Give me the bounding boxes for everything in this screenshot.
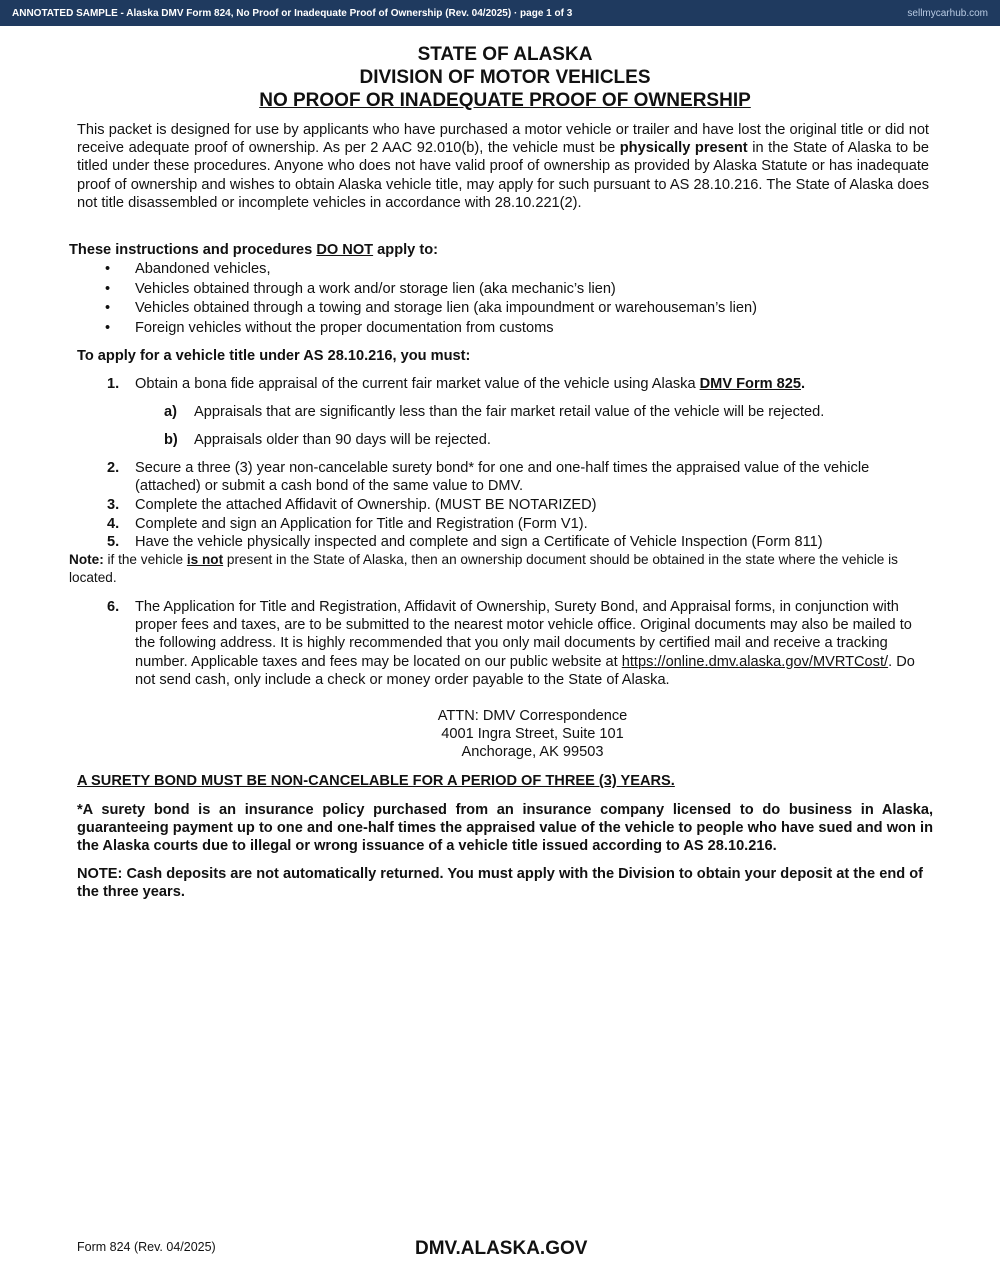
step-1 bbox=[107, 375, 927, 393]
step-4-text: Complete and sign an Application for Title and Registration (Form V1). bbox=[135, 516, 588, 532]
step-6-end: . Do not send cash, only include a check or money order payable to the State of Alaska. bbox=[135, 653, 915, 688]
step-number: 6. bbox=[107, 599, 120, 615]
step-2 bbox=[107, 459, 927, 495]
step-6 bbox=[107, 598, 927, 689]
address-street: 4001 Ingra Street, Suite 101 bbox=[441, 726, 624, 743]
sub-step-label: b) bbox=[164, 432, 178, 448]
step-number: 5. bbox=[107, 534, 120, 550]
header-division: DIVISION OF MOTOR VEHICLES bbox=[359, 67, 651, 88]
mvrt-cost-link[interactable]: https://online.dmv.alaska.gov/MVRTCost/ bbox=[621, 653, 889, 670]
intro-text-1: This packet is designed for use by applicants who have purchased a motor vehicle or trailer and have lost the original title or did not receive adequate proof of ownership. As per 2 AAC 92.010(b), the vehicle must be bbox=[77, 122, 929, 157]
step-3 bbox=[107, 496, 927, 514]
sample-banner bbox=[0, 0, 1000, 26]
intro-emphasis: physically present bbox=[619, 140, 748, 157]
not-apply-heading-em: DO NOT bbox=[316, 242, 374, 258]
list-item: • Foreign vehicles without the proper documentation from customs bbox=[69, 319, 929, 339]
list-item: • Vehicles obtained through a towing and storage lien (aka impoundment or warehouseman’s lien) bbox=[69, 299, 929, 319]
header-state: STATE OF ALASKA bbox=[417, 44, 593, 65]
step-number: 2. bbox=[107, 460, 120, 476]
surety-bond-heading: A SURETY BOND MUST BE NON-CANCELABLE FOR A PERIOD OF THREE (3) YEARS. bbox=[77, 773, 675, 789]
step-1a-text: Appraisals that are significantly less than the fair market retail value of the vehicle will be rejected. bbox=[194, 404, 825, 420]
sub-step-label: a) bbox=[164, 404, 177, 420]
list-item: • Vehicles obtained through a work and/or storage lien (aka mechanic’s lien) bbox=[69, 280, 929, 300]
step-1b bbox=[164, 431, 924, 449]
step-5-text: Have the vehicle physically inspected and complete and sign a Certificate of Vehicle Inspection (Form 811) bbox=[135, 534, 823, 550]
step-2-text: Secure a three (3) year non-cancelable surety bond* for one and one-half times the appraised value of the vehicle (attached) or submit a cash bond of the same value to DMV. bbox=[135, 460, 870, 495]
dmv-form-825-link[interactable]: DMV Form 825 bbox=[699, 376, 801, 392]
banner-title: ANNOTATED SAMPLE - Alaska DMV Form 824, No Proof or Inadequate Proof of Ownership (Rev. 04/2025) · page 1 of 3 bbox=[12, 7, 573, 19]
step-1-text: Obtain a bona fide appraisal of the current fair market value of the vehicle using Alaska bbox=[135, 376, 700, 392]
note-emphasis: is not bbox=[186, 552, 224, 567]
step-number: 3. bbox=[107, 497, 120, 513]
note-text-pre: if the vehicle bbox=[103, 552, 187, 567]
step-number: 4. bbox=[107, 516, 120, 532]
intro-text-2: in the State of Alaska to be titled under these procedures. Anyone who does not have valid proof of ownership as provided by Alaska Statute or has inadequate proof of ownership and wishes to obtain Alaska vehicle title, may apply for such pursuant to AS 28.10.216. The State of Alaska does not title disassembled or incomplete vehicles in accordance with 28.10.221(2). bbox=[77, 140, 929, 211]
note-label: Note: bbox=[69, 552, 104, 567]
step-5 bbox=[107, 533, 927, 551]
vehicle-location-note bbox=[69, 551, 939, 586]
step-1b-text: Appraisals older than 90 days will be rejected. bbox=[194, 432, 491, 448]
header-form-title: NO PROOF OR INADEQUATE PROOF OF OWNERSHIP bbox=[259, 90, 751, 111]
step-1a bbox=[164, 403, 924, 421]
step-3-text: Complete the attached Affidavit of Ownership. (MUST BE NOTARIZED) bbox=[135, 497, 597, 513]
step-number: 1. bbox=[107, 376, 120, 392]
cash-deposit-note: NOTE: Cash deposits are not automatically returned. You must apply with the Division to obtain your deposit at the end of the three years. bbox=[77, 866, 923, 901]
step-4 bbox=[107, 515, 927, 533]
step-6-text: The Application for Title and Registration, Affidavit of Ownership, Surety Bond, and Appraisal forms, in conjunction with proper fees and taxes, are to be submitted to the nearest motor vehicle office. Original documents may also be mailed to the following address. It is highly recommended that you only mail documents by certified mail and receive a tracking number. Applicable taxes and fees may be located on our public website at bbox=[135, 599, 912, 670]
address-attn: ATTN: DMV Correspondence bbox=[437, 708, 628, 724]
not-apply-heading-post: apply to: bbox=[373, 242, 438, 258]
not-apply-heading bbox=[69, 241, 438, 259]
not-apply-list bbox=[69, 260, 929, 338]
apply-heading: To apply for a vehicle title under AS 28.10.216, you must: bbox=[77, 348, 471, 364]
intro-paragraph bbox=[77, 121, 929, 212]
not-apply-heading-pre: These instructions and procedures bbox=[69, 242, 317, 258]
note-text-post: present in the State of Alaska, then an ownership document should be obtained in the state where the vehicle is located. bbox=[69, 552, 898, 585]
banner-site-link[interactable]: sellmycarhub.com bbox=[907, 7, 988, 19]
step-1-end: . bbox=[801, 376, 806, 392]
surety-bond-definition: *A surety bond is an insurance policy purchased from an insurance company licensed to do business in Alaska, guaranteeing payment up to one and one-half times the appraised value of the vehicle to people who have sued and won in the Alaska courts due to illegal or wrong issuance of a vehicle title issued according to AS 28.10.216. bbox=[77, 802, 933, 855]
footer-form-number: Form 824 (Rev. 04/2025) bbox=[77, 1240, 216, 1254]
address-city: Anchorage, AK 99503 bbox=[461, 744, 604, 761]
mailing-address bbox=[0, 707, 1000, 762]
footer-website[interactable]: DMV.ALASKA.GOV bbox=[415, 1238, 588, 1259]
document-header bbox=[0, 43, 1000, 112]
list-item: • Abandoned vehicles, bbox=[69, 260, 929, 280]
